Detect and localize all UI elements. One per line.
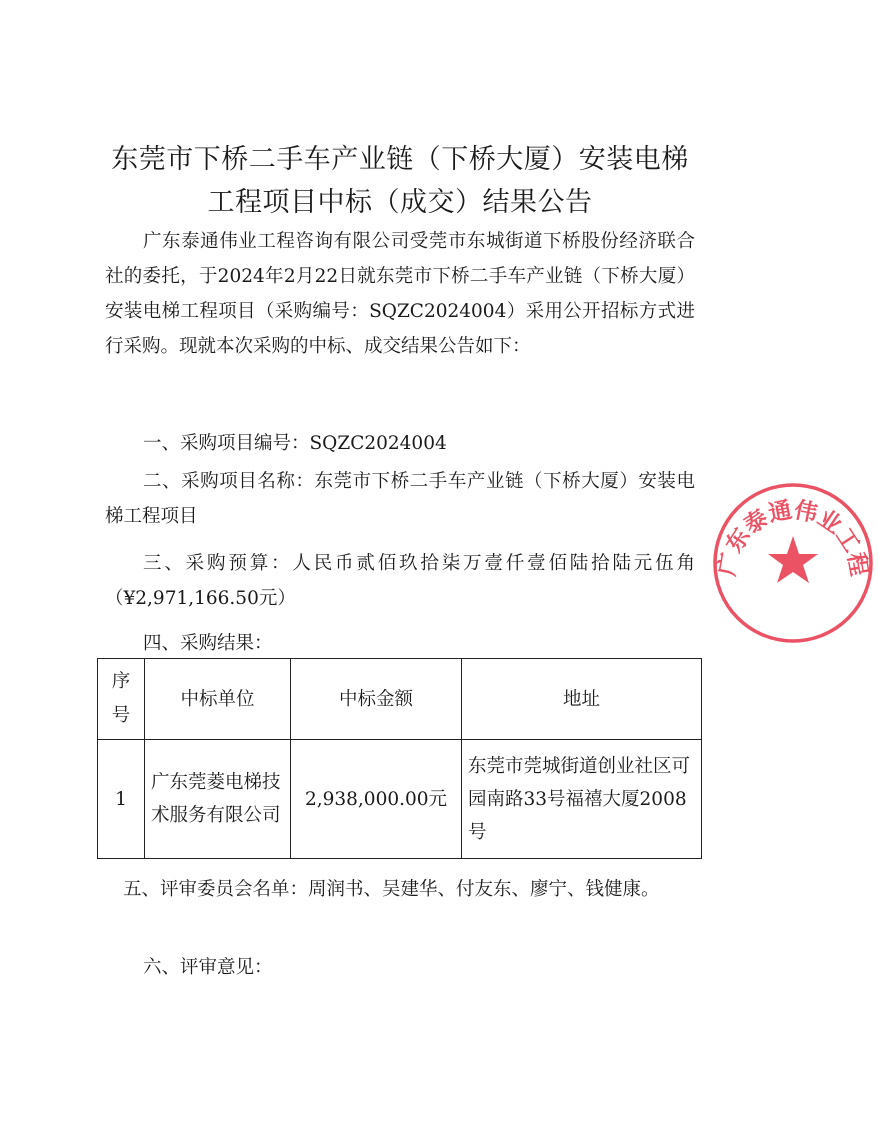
table-row [98,740,702,859]
header-amount: 中标金额 [291,659,462,740]
section-project-number: 一、采购项目编号：SQZC2024004 [143,433,447,454]
header-winner: 中标单位 [145,659,291,740]
seal-text: 广东泰通伟业工程 [714,497,872,578]
section-opinion: 六、评审意见： [143,957,273,978]
header-address: 地址 [462,659,702,740]
section-project-name: 二、采购项目名称：东莞市下桥二手车产业链（下桥大厦）安装电梯工程项目 [105,471,695,527]
header-index: 序号 [98,659,145,740]
cell-amount: 2,938,000.00元 [291,740,462,859]
result-table [97,658,702,859]
company-seal-image [708,478,878,648]
section-result-heading: 四、采购结果： [143,633,273,654]
cell-winner: 广东莞菱电梯技术服务有限公司 [145,740,291,859]
cell-address: 东莞市莞城街道创业社区可园南路33号福禧大厦2008号 [462,740,702,859]
table-header-row [98,659,702,740]
page-title: 东莞市下桥二手车产业链（下桥大厦）安装电梯工程项目中标（成交）结果公告 [111,144,689,218]
section-committee: 五、评审委员会名单：周润书、吴建华、付友东、廖宁、钱健康。 [123,879,660,900]
cell-index: 1 [98,740,145,859]
intro-paragraph: 广东泰通伟业工程咨询有限公司受莞市东城街道下桥股份经济联合社的委托，于2024年2月22日就东莞市下桥二手车产业链（下桥大厦）安装电梯工程项目（采购编号：SQZC2024004）采用公开招标方式进行采购。现就本次采购的中标、成交结果公告如下： [105,231,695,357]
section-budget: 三、采购预算：人民币贰佰玖拾柒万壹仟壹佰陆拾陆元伍角（¥2,971,166.50元） [105,553,695,609]
